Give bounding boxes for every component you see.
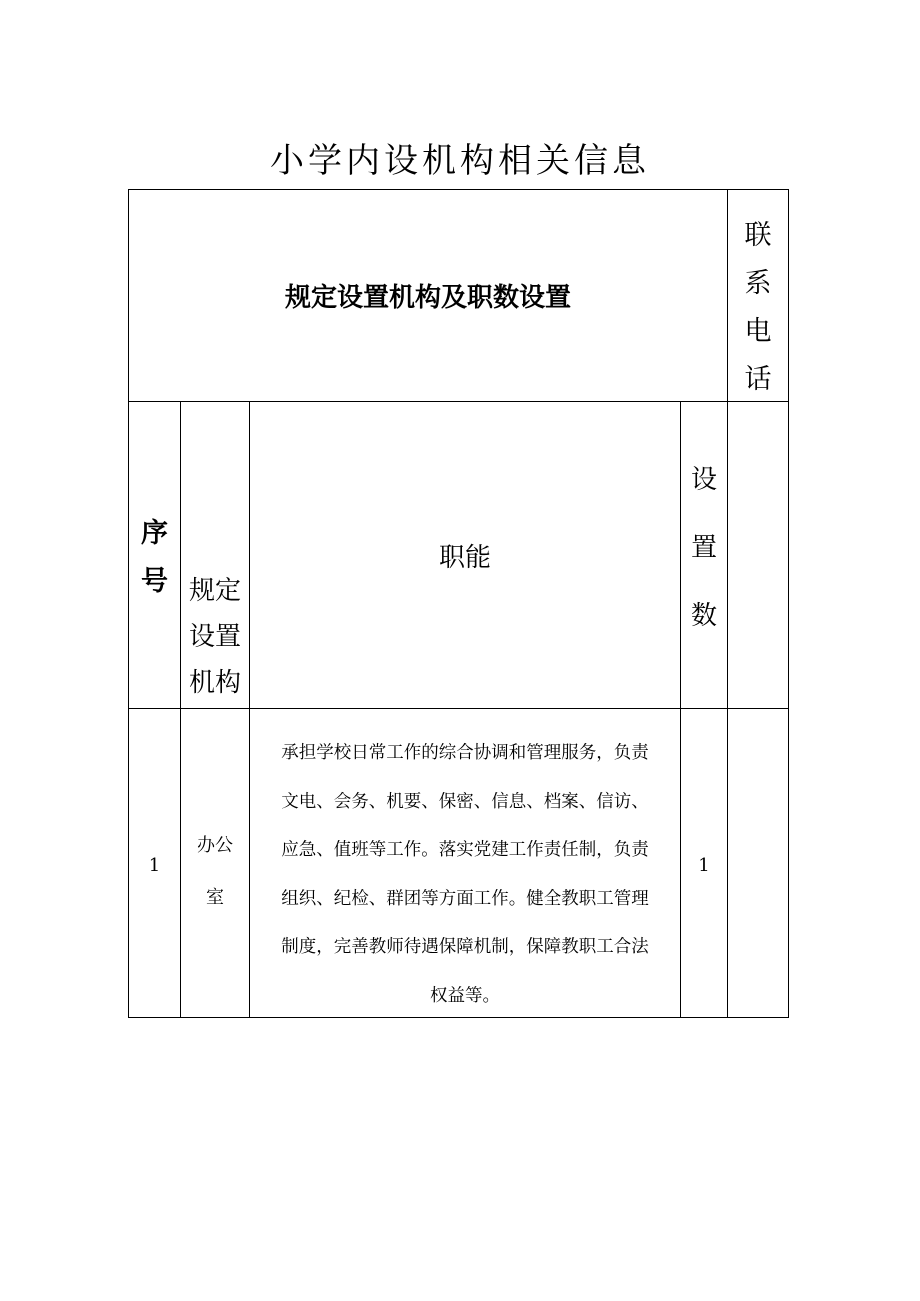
row-org-line: 室 [206,887,224,908]
table-divider [180,401,181,1018]
function-line: 应急、值班等工作。落实党建工作责任制，负责 [281,840,649,860]
row-count: 1 [698,854,710,876]
header-phone-char: 话 [744,364,772,395]
col-org-line: 规定 [188,576,241,606]
table-divider [128,708,789,709]
row-org [181,820,249,924]
col-count-char: 设 [690,465,717,495]
table-divider [128,401,789,402]
col-count-char: 置 [690,533,717,563]
col-count-char: 数 [690,601,717,631]
function-line: 权益等。 [430,985,500,1006]
col-count-header [681,446,727,650]
header-main: 规定设置机构及职数设置 [284,283,571,313]
page-title: 小学内设机构相关信息 [270,141,650,181]
col-org-line: 机构 [188,668,241,698]
header-phone-char: 系 [744,268,772,299]
col-org-header [181,568,249,706]
col-function-header: 职能 [438,542,491,573]
col-seq-header [129,510,180,606]
col-seq-char: 号 [141,566,168,597]
col-org-line: 设置 [188,622,241,652]
header-phone-char: 联 [744,220,772,251]
function-line: 承担学校日常工作的综合协调和管理服务，负责 [281,743,649,763]
col-seq-char: 序 [141,518,168,549]
function-line: 文电、会务、机要、保密、信息、档案、信访、 [281,791,649,812]
header-phone-char: 电 [744,316,772,347]
function-line: 组织、纪检、群团等方面工作。健全教职工管理 [281,888,649,909]
row-org-line: 办公 [197,835,233,856]
function-line: 制度，完善教师待遇保障机制，保障教职工合法 [281,937,649,957]
row-seq: 1 [148,854,161,876]
row-phone [728,840,788,890]
row-function [250,729,680,1020]
header-phone [728,212,788,404]
